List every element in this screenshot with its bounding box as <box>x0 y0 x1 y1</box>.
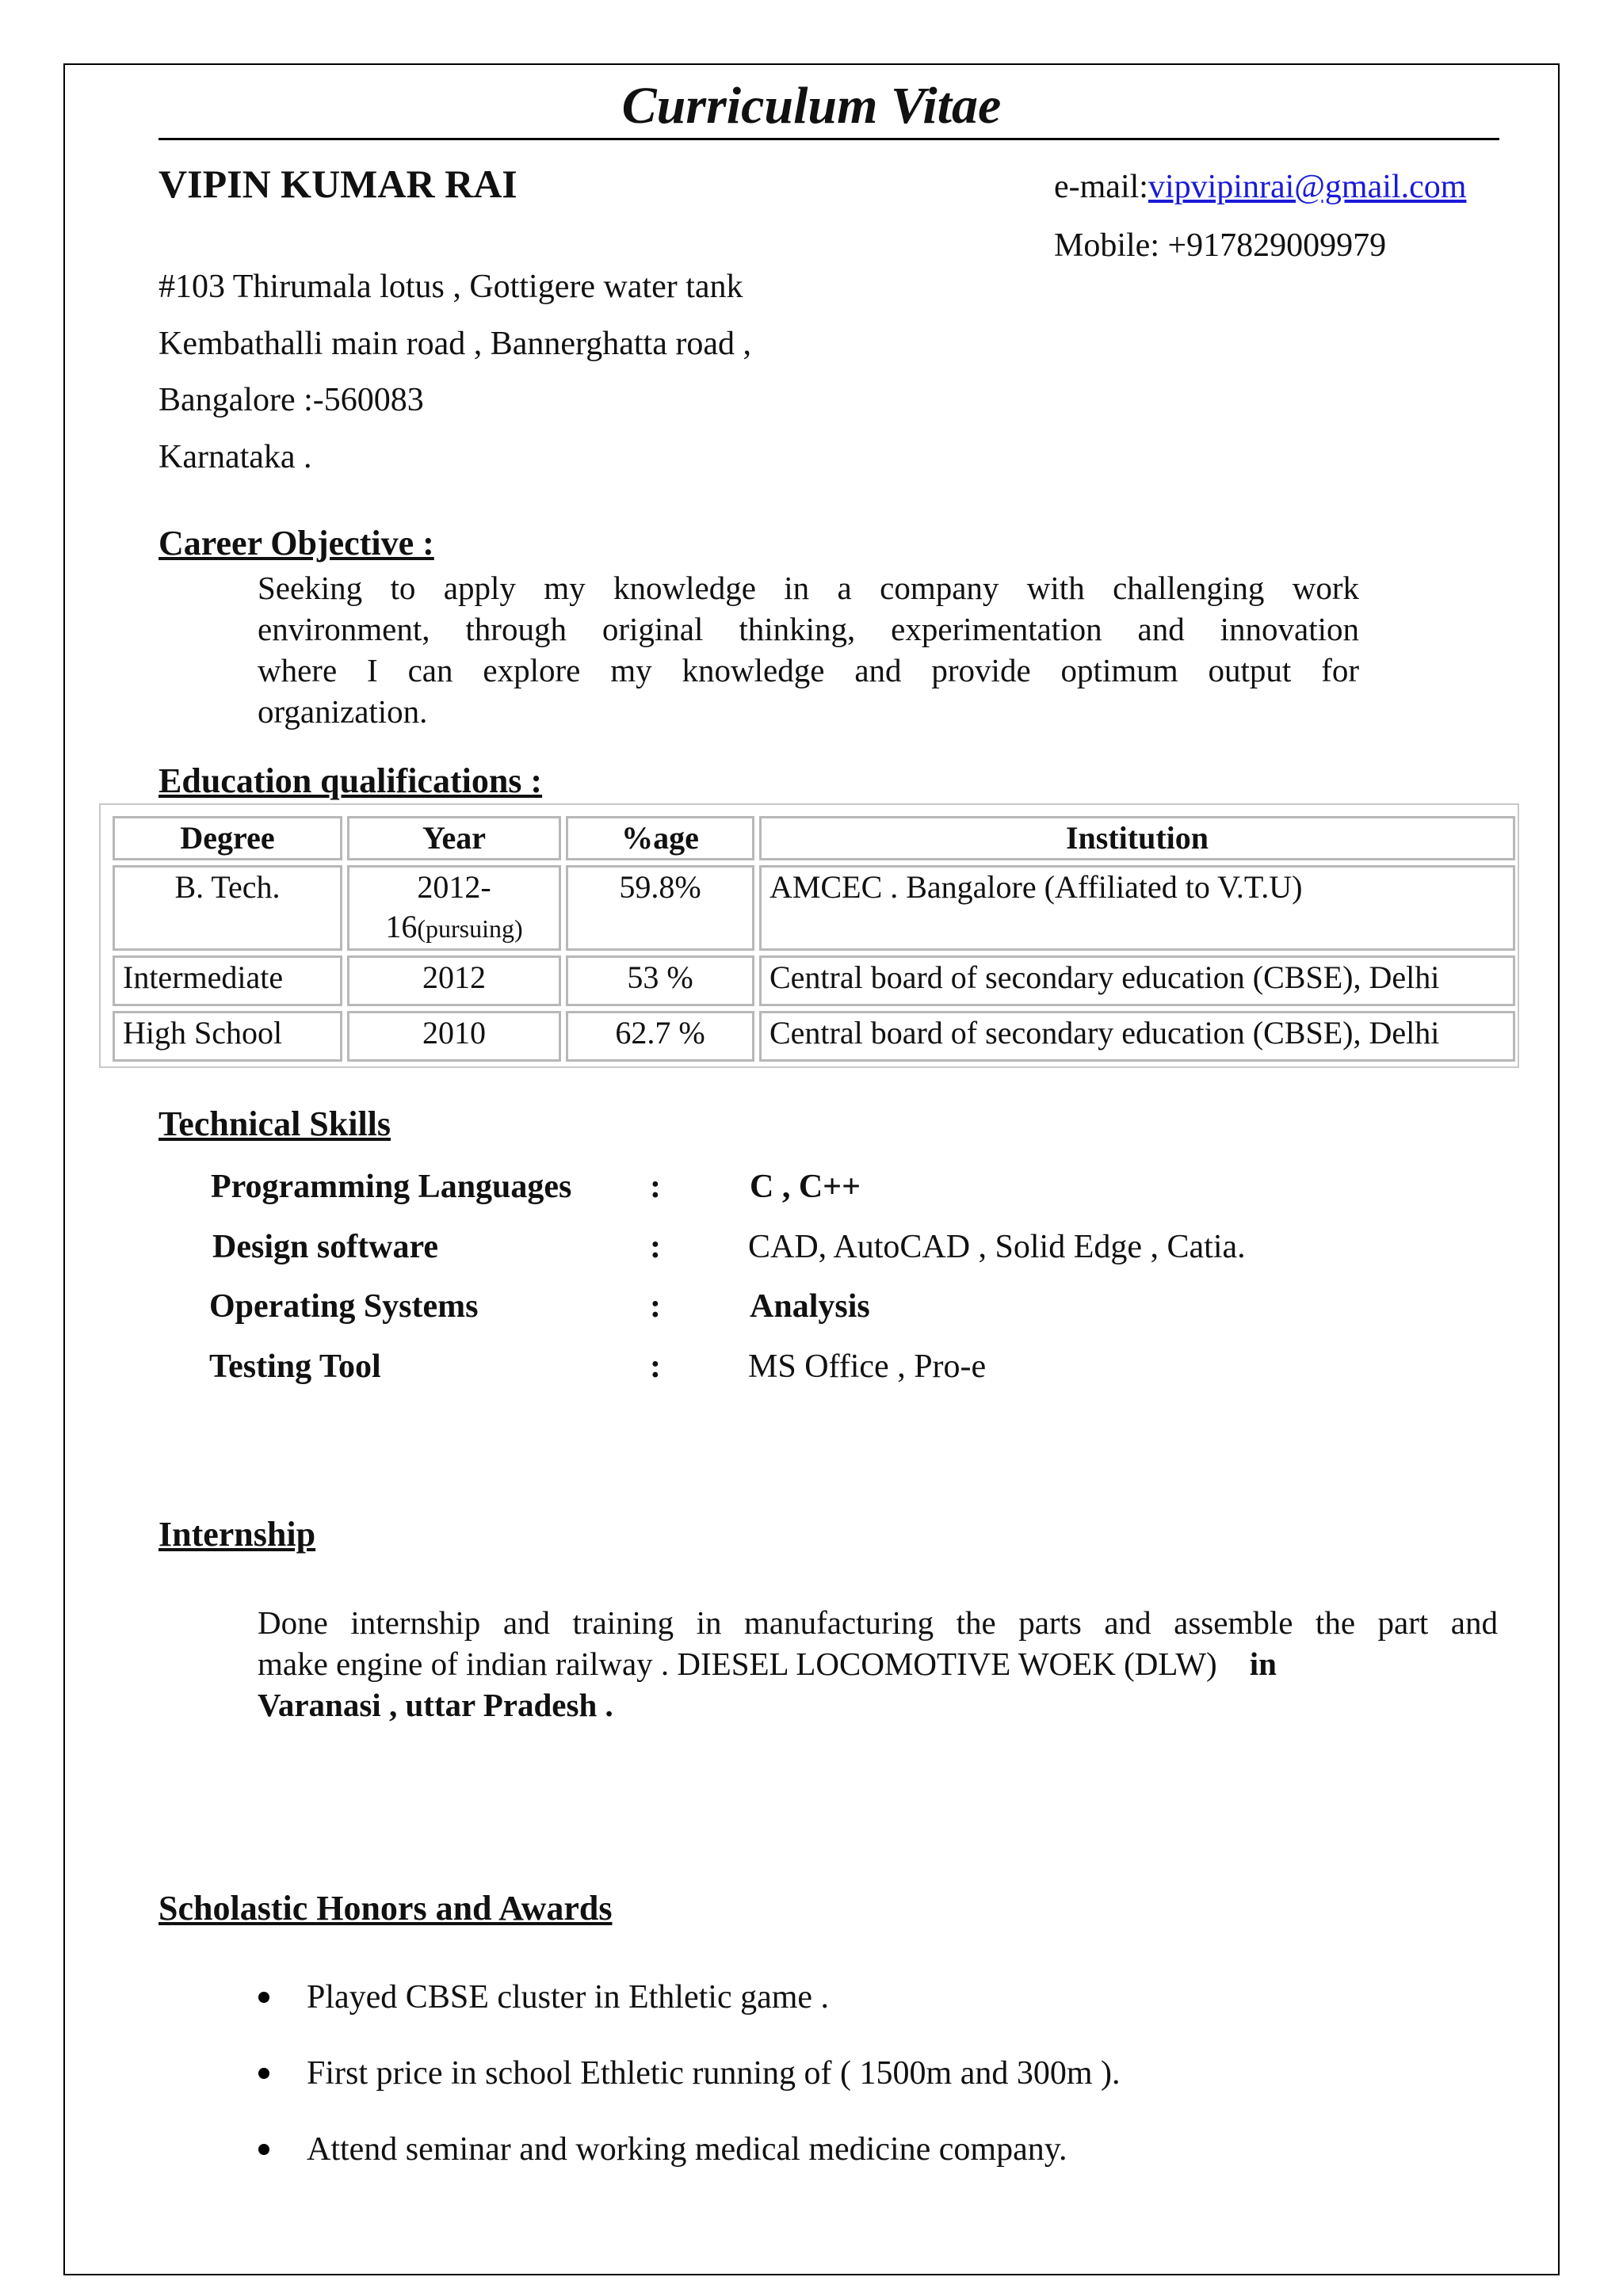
year-cell <box>347 865 561 951</box>
degree-cell: Intermediate <box>113 955 342 1006</box>
email-link[interactable]: vipvipinrai@gmail.com <box>1148 169 1467 205</box>
objective-line: environment, through original thinking, experimentation and innovation <box>258 611 1359 647</box>
skill-colon: : <box>650 1229 661 1265</box>
year-note: (pursuing) <box>417 914 523 943</box>
percent-cell: 62.7 % <box>566 1011 754 1062</box>
year-start: 2012- <box>417 869 491 905</box>
institution-cell: Central board of secondary education (CBSE), Delhi <box>759 1011 1515 1062</box>
title-underline <box>158 138 1499 140</box>
award-item: First price in school Ethletic running of ( 1500m and 300m ). <box>307 2055 1121 2092</box>
bullet-icon <box>258 1992 269 2003</box>
mobile-number: Mobile: +917829009979 <box>1054 227 1387 264</box>
email-line <box>1054 165 1466 209</box>
column-header-year: Year <box>347 816 561 860</box>
internship-line-2-text: make engine of indian railway . DIESEL LOCOMOTIVE WOEK (DLW) <box>258 1646 1217 1682</box>
skill-colon: : <box>650 1288 661 1325</box>
candidate-name: VIPIN KUMAR RAI <box>158 162 517 206</box>
degree-cell: B. Tech. <box>113 865 342 951</box>
skill-label: Testing Tool <box>209 1348 381 1385</box>
document-title: Curriculum Vitae <box>621 77 1002 135</box>
address-line-4: Karnataka . <box>158 439 312 475</box>
skill-label: Operating Systems <box>209 1288 479 1325</box>
year-cell: 2012 <box>347 955 561 1006</box>
skill-value: MS Office , Pro-e <box>748 1348 987 1385</box>
internship-heading: Internship <box>158 1515 316 1554</box>
education-heading: Education qualifications : <box>158 761 543 800</box>
career-objective-text <box>258 567 1359 732</box>
skill-colon: : <box>650 1169 661 1205</box>
skill-label: Design software <box>212 1229 439 1265</box>
award-item: Attend seminar and working medical medicine company. <box>307 2131 1067 2168</box>
internship-line-2-bold: in <box>1249 1646 1277 1682</box>
skill-value: CAD, AutoCAD , Solid Edge , Catia. <box>748 1229 1246 1265</box>
career-objective-heading: Career Objective : <box>158 524 434 563</box>
table-row <box>113 865 1515 951</box>
skill-colon: : <box>650 1348 661 1385</box>
bullet-icon <box>258 2144 269 2155</box>
award-item: Played CBSE cluster in Ethletic game . <box>307 1979 830 2016</box>
skill-value: Analysis <box>750 1288 870 1325</box>
technical-skills-heading: Technical Skills <box>158 1104 391 1143</box>
table-header-row <box>113 816 1515 860</box>
address-line-1: #103 Thirumala lotus , Gottigere water tank <box>158 269 743 305</box>
percent-cell: 59.8% <box>566 865 754 951</box>
awards-heading: Scholastic Honors and Awards <box>158 1889 613 1928</box>
column-header-institution: Institution <box>759 816 1515 860</box>
institution-cell: AMCEC . Bangalore (Affiliated to V.T.U) <box>759 865 1515 951</box>
internship-text <box>258 1602 1498 1726</box>
internship-line-1: Done internship and training in manufacturing the parts and assemble the part and <box>258 1604 1498 1641</box>
address-line-3: Bangalore :-560083 <box>158 382 424 418</box>
table-row <box>113 955 1515 1006</box>
year-cell: 2010 <box>347 1011 561 1062</box>
objective-line: organization. <box>258 693 428 730</box>
objective-line: where I can explore my knowledge and provide optimum output for <box>258 652 1359 688</box>
skill-value: C , C++ <box>750 1169 861 1205</box>
bullet-icon <box>258 2068 269 2079</box>
year-end: 16 <box>385 909 418 944</box>
degree-cell: High School <box>113 1011 342 1062</box>
objective-line: Seeking to apply my knowledge in a company with challenging work <box>258 570 1359 606</box>
skill-label: Programming Languages <box>211 1169 572 1205</box>
email-label: e-mail: <box>1054 169 1148 205</box>
internship-line-2 <box>258 1643 1498 1684</box>
table-row <box>113 1011 1515 1062</box>
percent-cell: 53 % <box>566 955 754 1006</box>
column-header-degree: Degree <box>113 816 342 860</box>
column-header-percent: %age <box>566 816 754 860</box>
internship-line-3: Varanasi , uttar Pradesh . <box>258 1687 613 1723</box>
education-table <box>108 811 1520 1066</box>
institution-cell: Central board of secondary education (CBSE), Delhi <box>759 955 1515 1006</box>
address-line-2: Kembathalli main road , Bannerghatta road , <box>158 326 751 362</box>
